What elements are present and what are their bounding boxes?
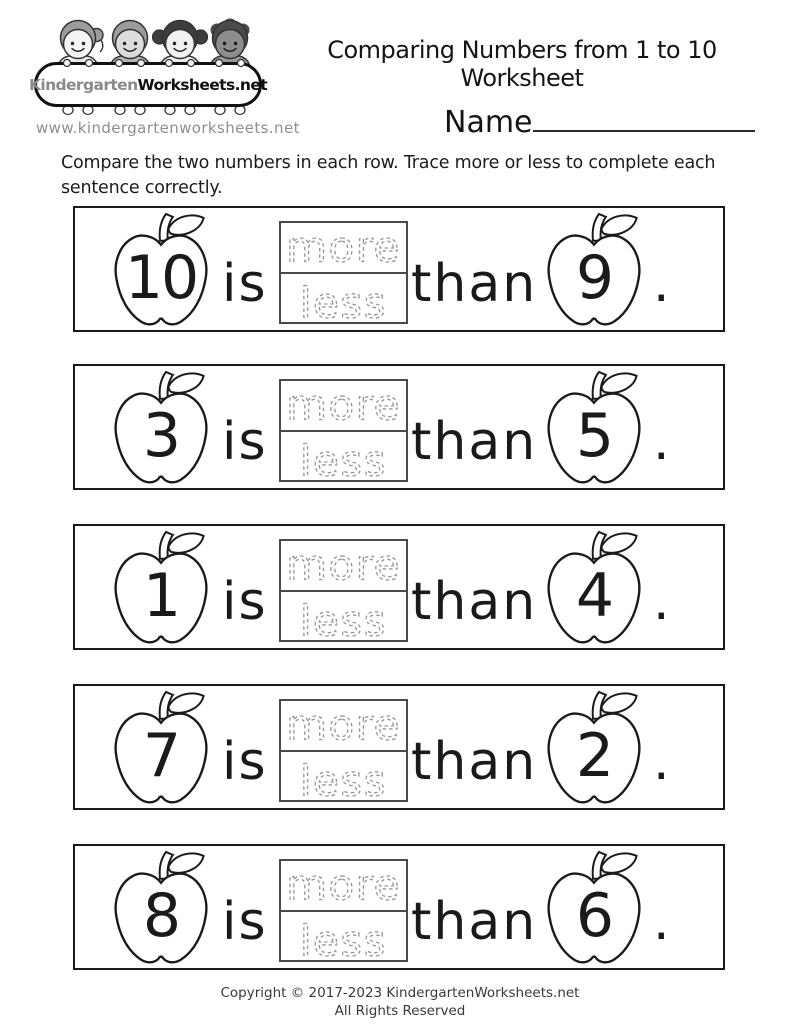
right-number: 5 (575, 401, 613, 471)
instructions-line1: Compare the two numbers in each row. Trace more or less to complete each (61, 153, 716, 173)
worksheet-row-4 (73, 684, 725, 810)
svg-text:more: more (286, 223, 401, 272)
trace-word-less[interactable] (281, 912, 406, 961)
left-number: 10 (124, 243, 198, 313)
brand-name-part1: Kindergarten (28, 75, 138, 94)
right-number: 6 (575, 881, 613, 951)
left-number: 1 (142, 561, 180, 631)
than-label: than (411, 732, 538, 792)
apple-icon (111, 689, 211, 805)
svg-text:more: more (286, 381, 401, 430)
svg-text:more: more (286, 541, 401, 590)
is-label: is (222, 412, 268, 472)
name-input-line[interactable] (533, 100, 755, 132)
apple-icon (544, 211, 644, 327)
is-label: is (222, 254, 268, 314)
worksheet-row-2 (73, 364, 725, 490)
is-label: is (222, 732, 268, 792)
apple-icon (544, 369, 644, 485)
trace-word-less[interactable] (281, 432, 406, 481)
page-title: Comparing Numbers from 1 to 10 Worksheet (327, 36, 717, 92)
worksheet-row-3 (73, 524, 725, 650)
trace-word-more[interactable] (281, 861, 406, 912)
trace-word-more[interactable] (281, 701, 406, 752)
footer (0, 984, 800, 1020)
trace-word-more[interactable] (281, 223, 406, 274)
left-number: 8 (142, 881, 180, 951)
period-label: . (653, 254, 670, 314)
instructions-line2: sentence correctly. (61, 177, 223, 198)
trace-word-less[interactable] (281, 752, 406, 801)
name-field (444, 100, 755, 140)
trace-word-more[interactable] (281, 381, 406, 432)
trace-box (279, 539, 408, 642)
period-label: . (653, 732, 670, 792)
svg-text:less: less (299, 755, 388, 800)
apple-icon (544, 529, 644, 645)
worksheet-row-5 (73, 844, 725, 970)
apple-icon (111, 369, 211, 485)
left-number: 7 (142, 721, 180, 791)
apple-icon (111, 849, 211, 965)
kids-hands-icon (34, 57, 264, 69)
site-logo (28, 16, 300, 138)
apple-icon (544, 689, 644, 805)
trace-box (279, 221, 408, 324)
apple-icon (111, 529, 211, 645)
period-label: . (653, 572, 670, 632)
svg-text:less: less (299, 435, 388, 480)
svg-text:less: less (299, 277, 388, 322)
than-label: than (411, 572, 538, 632)
worksheet-row-1 (73, 206, 725, 332)
rights-text: All Rights Reserved (334, 1003, 466, 1020)
trace-word-more[interactable] (281, 541, 406, 592)
svg-text:more: more (286, 861, 401, 910)
name-label: Name (444, 105, 533, 140)
instructions-text (61, 151, 771, 201)
copyright-text: Copyright © 2017-2023 KindergartenWorksheets.net (220, 985, 580, 1001)
svg-text:less: less (299, 915, 388, 960)
apple-icon (111, 211, 211, 327)
website-url: www.kindergartenworksheets.net (36, 119, 300, 137)
right-number: 4 (575, 561, 613, 631)
brand-name-part2: Worksheets.net (137, 75, 268, 94)
trace-box (279, 859, 408, 962)
svg-text:more: more (286, 701, 401, 750)
trace-box (279, 699, 408, 802)
svg-text:less: less (299, 595, 388, 640)
trace-word-less[interactable] (281, 592, 406, 641)
period-label: . (653, 892, 670, 952)
is-label: is (222, 892, 268, 952)
left-number: 3 (142, 401, 180, 471)
than-label: than (411, 412, 538, 472)
is-label: is (222, 572, 268, 632)
right-number: 9 (575, 243, 613, 313)
apple-icon (544, 849, 644, 965)
than-label: than (411, 892, 538, 952)
right-number: 2 (575, 721, 613, 791)
trace-word-less[interactable] (281, 274, 406, 323)
period-label: . (653, 412, 670, 472)
trace-box (279, 379, 408, 482)
than-label: than (411, 254, 538, 314)
